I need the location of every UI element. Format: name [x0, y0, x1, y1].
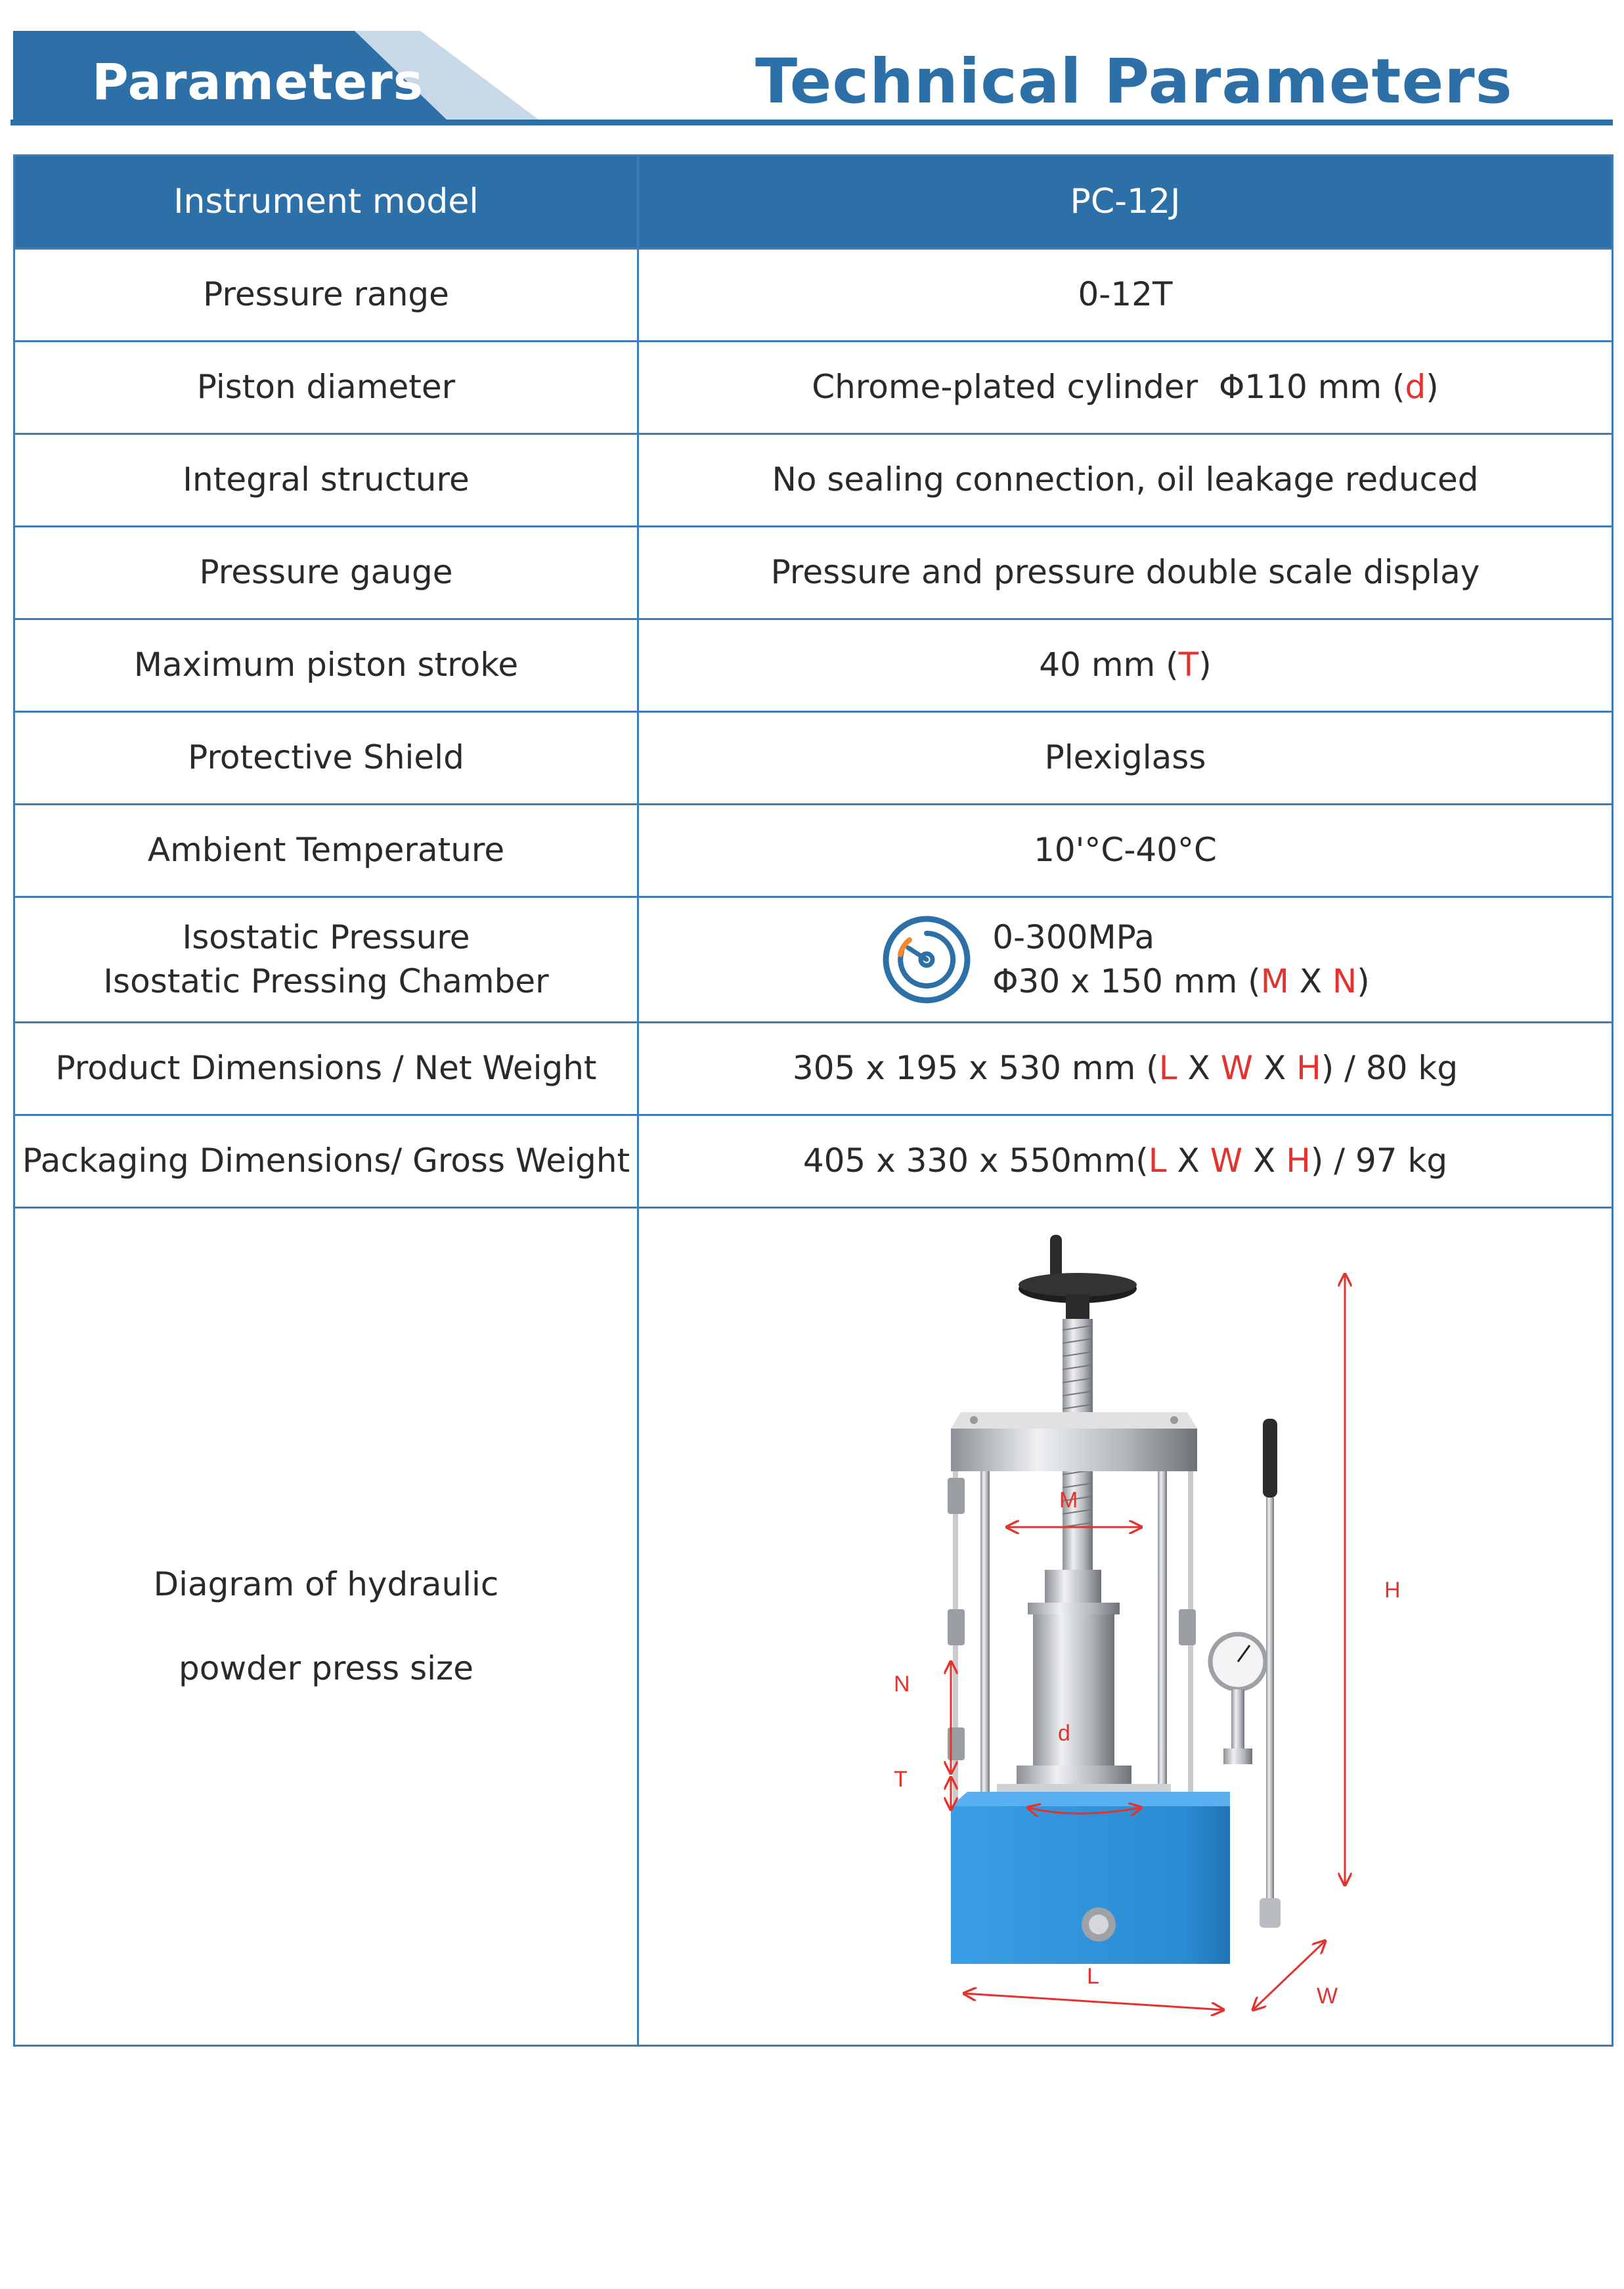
table-row: [15, 527, 1612, 620]
table-row: [15, 342, 1612, 435]
header-label-cell: Instrument model: [15, 156, 639, 248]
pressure-gauge-icon: [881, 914, 973, 1006]
row-label: [15, 898, 639, 1021]
dimension-code: W: [1210, 1142, 1243, 1180]
value-text: ) / 97 kg: [1310, 1142, 1448, 1180]
value-text: X: [1166, 1142, 1210, 1180]
value-text: Φ30 x 150 mm (: [992, 962, 1261, 1000]
isostatic-chamber-value: [992, 960, 1370, 1004]
dimension-code: M: [1260, 962, 1289, 1000]
value-text: ): [1198, 646, 1212, 684]
row-value: [639, 898, 1612, 1021]
table-row: [15, 713, 1612, 805]
dim-label-t: T: [894, 1767, 908, 1792]
row-value: No sealing connection, oil leakage reduced: [772, 460, 1479, 499]
row-label: Pressure range: [15, 250, 639, 340]
header-divider: [11, 120, 1613, 125]
handwheel: [1019, 1235, 1137, 1320]
value-text: Chrome-plated cylinder Φ110 mm (: [812, 368, 1405, 407]
value-text: 40 mm (: [1039, 646, 1179, 684]
page-title: Technical Parameters: [755, 46, 1513, 118]
row-value: [639, 1116, 1612, 1207]
dim-label-n: N: [894, 1672, 910, 1697]
value-text: X: [1288, 962, 1332, 1000]
dim-label-w: W: [1317, 1984, 1338, 2009]
table-row: [15, 620, 1612, 713]
header-tab-label: Parameters: [92, 53, 424, 111]
row-value: Plexiglass: [1044, 738, 1206, 777]
header-value-cell: PC-12J: [1070, 182, 1181, 222]
dimension-code: L: [1158, 1049, 1177, 1088]
dimension-code: H: [1296, 1049, 1321, 1088]
blue-base: [951, 1792, 1230, 1964]
row-value: [639, 342, 1612, 433]
row-label: Ambient Temperature: [15, 805, 639, 896]
row-label-line: Isostatic Pressing Chamber: [103, 962, 549, 1000]
row-label-line: powder press size: [178, 1649, 474, 1687]
row-label-line: Diagram of hydraulic: [153, 1565, 499, 1603]
table-row: [15, 805, 1612, 898]
table-row-diagram: [15, 1209, 1612, 2045]
row-label: Piston diameter: [15, 342, 639, 433]
table-row: [15, 250, 1612, 342]
row-label: Integral structure: [15, 435, 639, 525]
row-value: [639, 620, 1612, 711]
value-text: X: [1253, 1049, 1297, 1088]
dimension-code: W: [1220, 1049, 1254, 1088]
gauge-dial: [1210, 1634, 1265, 1764]
dim-label-l: L: [1087, 1964, 1099, 1989]
isostatic-values: [992, 916, 1370, 1004]
dimension-code: H: [1286, 1142, 1311, 1180]
row-value: 10'°C-40°C: [1034, 831, 1217, 870]
value-text: ): [1426, 368, 1439, 407]
row-value: Pressure and pressure double scale display: [770, 553, 1480, 592]
dimension-code: d: [1405, 368, 1426, 407]
table-row: [15, 1116, 1612, 1209]
dimension-code: N: [1332, 962, 1357, 1000]
dim-label-h: H: [1384, 1578, 1401, 1603]
value-text: 305 x 195 x 530 mm (: [792, 1049, 1159, 1088]
diagram-cell: [639, 1209, 1612, 2045]
isostatic-pressure-value: 0-300MPa: [992, 918, 1155, 956]
dim-label-d: d: [1058, 1721, 1070, 1746]
value-text: X: [1242, 1142, 1286, 1180]
row-value: 0-12T: [1078, 275, 1173, 314]
value-text: ): [1357, 962, 1370, 1000]
row-value: [639, 1023, 1612, 1114]
hydraulic-press-diagram: [639, 1209, 1612, 2045]
table-row: [15, 435, 1612, 527]
table-header-row: [15, 156, 1612, 250]
row-label: Maximum piston stroke: [15, 620, 639, 711]
value-text: 405 x 330 x 550mm(: [802, 1142, 1149, 1180]
table-row-isostatic: [15, 898, 1612, 1023]
row-label: Protective Shield: [15, 713, 639, 803]
dim-label-m: M: [1059, 1488, 1078, 1513]
dimension-code: L: [1148, 1142, 1167, 1180]
page-header: [0, 0, 1624, 131]
value-text: X: [1177, 1049, 1221, 1088]
value-text: ) / 80 kg: [1321, 1049, 1459, 1088]
row-label: Pressure gauge: [15, 527, 639, 618]
row-label: Packaging Dimensions/ Gross Weight: [15, 1116, 639, 1207]
row-label: Product Dimensions / Net Weight: [15, 1023, 639, 1114]
row-label-line: Isostatic Pressure: [182, 918, 470, 956]
dimension-code: T: [1178, 646, 1199, 684]
spec-table: [13, 154, 1613, 2047]
table-row: [15, 1023, 1612, 1116]
top-plate: [951, 1412, 1197, 1471]
pressing-cylinder: [997, 1570, 1171, 1810]
row-label: [15, 1209, 639, 2045]
